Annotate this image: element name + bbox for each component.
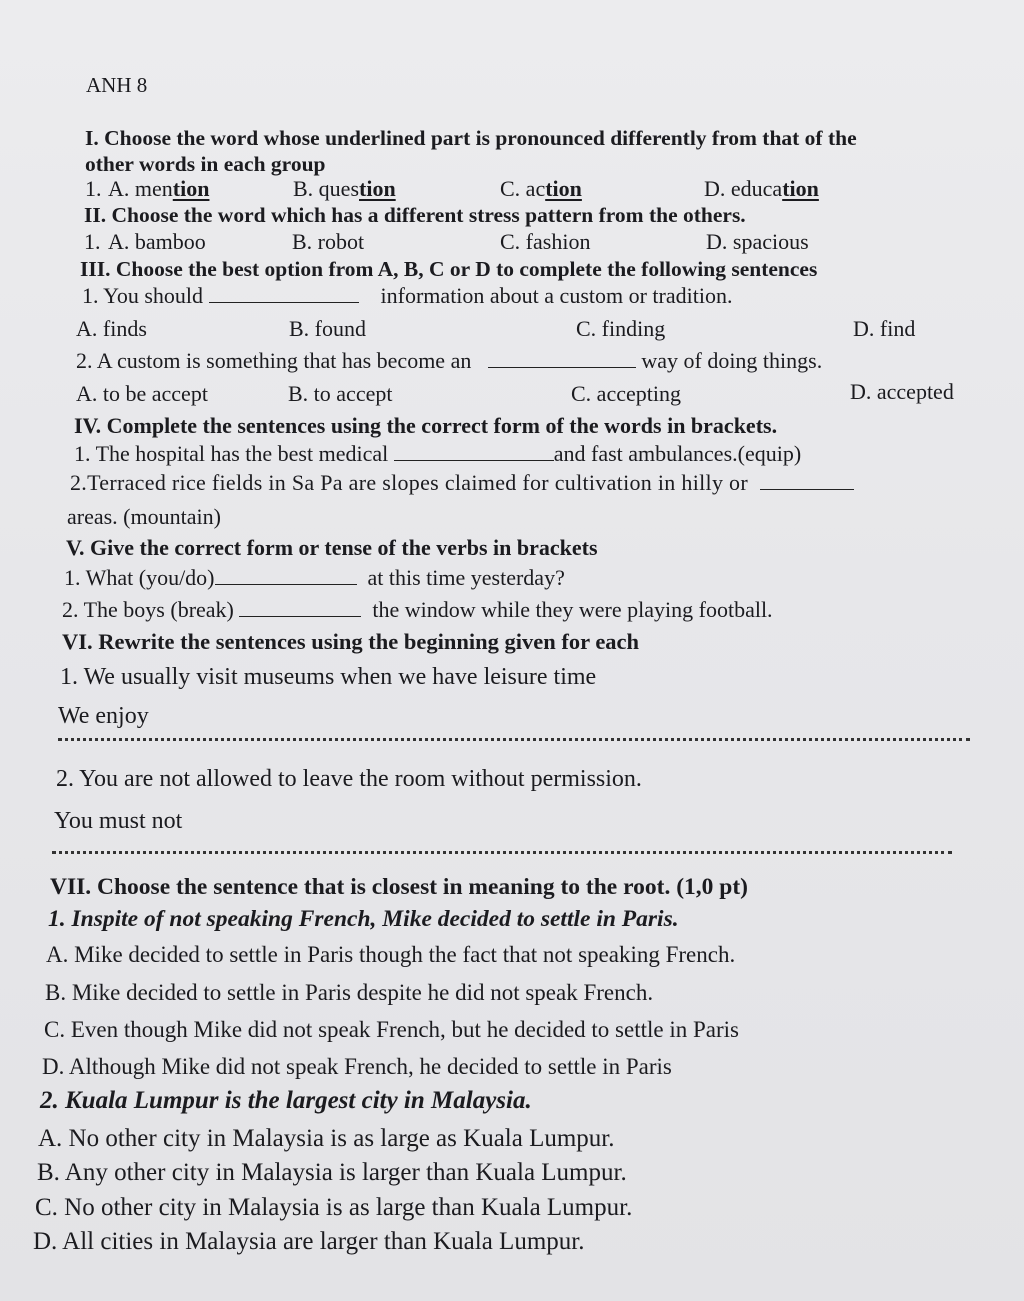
answer-blank[interactable] (394, 442, 554, 461)
s7-q2-option-d: D. All cities in Malaysia are larger than Kuala Lumpur. (33, 1228, 585, 1255)
stem-text: 1. You should (82, 283, 204, 308)
s6-q1-sentence: 1. We usually visit museums when we have leisure time (60, 664, 597, 690)
option-d-text: D. educa (704, 176, 783, 201)
section-5-heading: V. Give the correct form or tense of the verbs in brackets (66, 535, 598, 560)
option-b-underlined: tion (359, 176, 396, 201)
option-c-underlined: tion (545, 176, 582, 201)
s6-q2-answer-line[interactable] (52, 851, 952, 854)
s2-q1-option-c: C. fashion (500, 229, 591, 254)
s7-q1-option-b: B. Mike decided to settle in Paris despite he did not speak French. (45, 980, 654, 1005)
s3-q1-option-d: D. find (853, 316, 916, 341)
s2-q1-option-d: D. spacious (706, 229, 809, 254)
s2-q1-option-a: A. bamboo (108, 229, 206, 254)
s1-q1-option-c (500, 176, 582, 202)
s7-q1-stem: 1. Inspite of not speaking French, Mike decided to settle in Paris. (48, 906, 679, 932)
stem-text-cont: information about a custom or tradition. (380, 283, 733, 308)
s4-q2-stem-cont: areas. (mountain) (67, 504, 221, 529)
s3-q2-option-b: B. to accept (288, 381, 393, 406)
stem-text: 2.Terraced rice fields in Sa Pa are slopes claimed for cultivation in hilly or (70, 470, 748, 495)
section-4-heading: IV. Complete the sentences using the correct form of the words in brackets. (74, 413, 778, 438)
answer-blank[interactable] (239, 598, 361, 617)
s6-q1-start: We enjoy (58, 703, 149, 729)
answer-blank[interactable] (760, 471, 854, 490)
section-7-heading: VII. Choose the sentence that is closest in meaning to the root. (1,0 pt) (50, 874, 748, 900)
s6-q1-answer-line[interactable] (58, 738, 970, 741)
s1-q1-option-a (108, 176, 209, 202)
s3-q1-option-c: C. finding (576, 316, 666, 341)
s1-q1-option-d (704, 176, 819, 202)
page-title: ANH 8 (86, 73, 148, 97)
stem-text-cont: way of doing things. (641, 348, 823, 373)
answer-blank[interactable] (209, 284, 359, 303)
s5-q2-stem (62, 597, 773, 623)
option-b-text: B. ques (293, 176, 359, 201)
s1-q1-number: 1. (85, 176, 102, 201)
answer-blank[interactable] (215, 566, 357, 585)
s2-q1-option-b: B. robot (292, 229, 365, 254)
option-c-text: C. ac (500, 176, 546, 201)
answer-blank[interactable] (488, 349, 636, 368)
s3-q1-stem (82, 283, 732, 309)
s7-q2-option-b: B. Any other city in Malaysia is larger than Kuala Lumpur. (37, 1159, 627, 1186)
stem-text-cont: at this time yesterday? (367, 565, 565, 590)
stem-text: 1. What (you/do) (64, 565, 215, 590)
s4-q1-stem (74, 441, 801, 467)
s7-q2-option-c: C. No other city in Malaysia is as large than Kuala Lumpur. (35, 1194, 633, 1221)
section-2-heading: II. Choose the word which has a different stress pattern from the others. (84, 203, 746, 227)
s2-q1-number: 1. (84, 229, 101, 254)
s3-q2-stem (76, 348, 822, 374)
section-6-heading: VI. Rewrite the sentences using the beginning given for each (62, 629, 640, 654)
s7-q1-option-d: D. Although Mike did not speak French, he decided to settle in Paris (42, 1054, 672, 1079)
s3-q2-option-c: C. accepting (571, 381, 681, 406)
s7-q1-option-c: C. Even though Mike did not speak French, but he decided to settle in Paris (44, 1017, 739, 1042)
section-1-heading-cont: other words in each group (85, 152, 326, 176)
s3-q1-option-a: A. finds (76, 316, 147, 341)
s7-q2-stem: 2. Kuala Lumpur is the largest city in Malaysia. (40, 1087, 532, 1114)
s7-q1-option-a: A. Mike decided to settle in Paris though the fact that not speaking French. (46, 942, 736, 967)
s3-q1-option-b: B. found (289, 316, 366, 341)
stem-text: 1. The hospital has the best medical (74, 441, 389, 466)
option-a-text: A. men (108, 176, 173, 201)
stem-text-cont: the window while they were playing football. (372, 597, 773, 622)
s6-q2-start: You must not (54, 808, 183, 834)
section-3-heading: III. Choose the best option from A, B, C or D to complete the following sentences (80, 257, 818, 281)
s5-q1-stem (64, 565, 565, 591)
s7-q2-option-a: A. No other city in Malaysia is as large as Kuala Lumpur. (38, 1125, 615, 1152)
s3-q2-option-a: A. to be accept (76, 381, 208, 406)
stem-text: 2. The boys (break) (62, 597, 234, 622)
option-a-underlined: tion (172, 176, 210, 201)
s3-q2-option-d: D. accepted (850, 379, 954, 404)
s1-q1-option-b (293, 176, 396, 202)
section-1-heading: I. Choose the word whose underlined part is pronounced differently from that of the (85, 126, 857, 150)
s6-q2-sentence: 2. You are not allowed to leave the room without permission. (56, 766, 642, 792)
stem-text-cont: and fast ambulances.(equip) (553, 441, 802, 466)
stem-text: 2. A custom is something that has become an (76, 348, 472, 373)
s4-q2-stem (70, 470, 854, 496)
option-d-underlined: tion (782, 176, 819, 201)
